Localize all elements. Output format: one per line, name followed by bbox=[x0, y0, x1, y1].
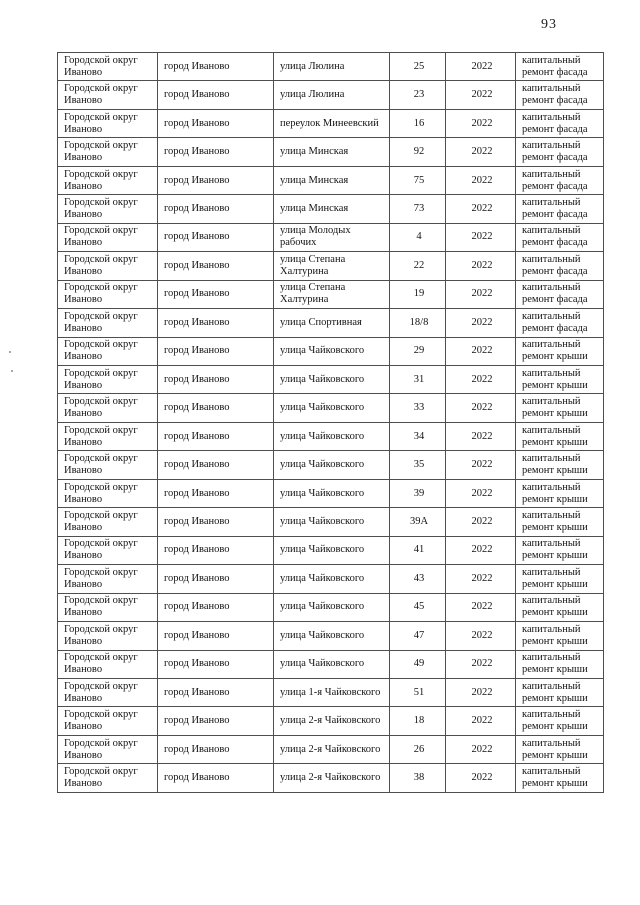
table-row bbox=[58, 81, 604, 109]
city-cell: город Иваново bbox=[158, 508, 274, 536]
year-cell: 2022 bbox=[446, 508, 516, 536]
work-type-cell: капитальный ремонт крыши bbox=[516, 508, 604, 536]
year-cell: 2022 bbox=[446, 451, 516, 479]
street-cell: улица Чайковского bbox=[274, 451, 390, 479]
house-number-cell: 18/8 bbox=[390, 309, 446, 337]
street-cell: улица Чайковского bbox=[274, 536, 390, 564]
district-cell: Городской округ Иваново bbox=[58, 309, 158, 337]
street-cell: улица Молодых рабочих bbox=[274, 223, 390, 251]
table-row bbox=[58, 735, 604, 763]
year-cell: 2022 bbox=[446, 53, 516, 81]
house-number-cell: 29 bbox=[390, 337, 446, 365]
house-number-cell: 73 bbox=[390, 195, 446, 223]
street-cell: улица Чайковского bbox=[274, 650, 390, 678]
table-row bbox=[58, 337, 604, 365]
year-cell: 2022 bbox=[446, 650, 516, 678]
city-cell: город Иваново bbox=[158, 707, 274, 735]
work-type-cell: капитальный ремонт фасада bbox=[516, 53, 604, 81]
work-type-cell: капитальный ремонт крыши bbox=[516, 735, 604, 763]
work-type-cell: капитальный ремонт крыши bbox=[516, 365, 604, 393]
street-cell: улица Люлина bbox=[274, 53, 390, 81]
work-type-cell: капитальный ремонт фасада bbox=[516, 223, 604, 251]
district-cell: Городской округ Иваново bbox=[58, 195, 158, 223]
district-cell: Городской округ Иваново bbox=[58, 707, 158, 735]
table-row bbox=[58, 593, 604, 621]
table-row bbox=[58, 451, 604, 479]
district-cell: Городской округ Иваново bbox=[58, 109, 158, 137]
work-type-cell: капитальный ремонт крыши bbox=[516, 650, 604, 678]
work-type-cell: капитальный ремонт крыши bbox=[516, 536, 604, 564]
street-cell: улица Чайковского bbox=[274, 394, 390, 422]
district-cell: Городской округ Иваново bbox=[58, 394, 158, 422]
street-cell: улица 1-я Чайковского bbox=[274, 678, 390, 706]
year-cell: 2022 bbox=[446, 337, 516, 365]
table-row bbox=[58, 479, 604, 507]
street-cell: улица Чайковского bbox=[274, 622, 390, 650]
city-cell: город Иваново bbox=[158, 81, 274, 109]
table-row bbox=[58, 53, 604, 81]
street-cell: улица Чайковского bbox=[274, 479, 390, 507]
house-number-cell: 35 bbox=[390, 451, 446, 479]
repair-schedule-table bbox=[57, 52, 604, 793]
year-cell: 2022 bbox=[446, 223, 516, 251]
work-type-cell: капитальный ремонт фасада bbox=[516, 109, 604, 137]
house-number-cell: 33 bbox=[390, 394, 446, 422]
table-row bbox=[58, 138, 604, 166]
year-cell: 2022 bbox=[446, 252, 516, 280]
table-row bbox=[58, 166, 604, 194]
street-cell: улица Минская bbox=[274, 195, 390, 223]
year-cell: 2022 bbox=[446, 479, 516, 507]
year-cell: 2022 bbox=[446, 365, 516, 393]
table-row bbox=[58, 280, 604, 308]
work-type-cell: капитальный ремонт крыши bbox=[516, 394, 604, 422]
table-row bbox=[58, 508, 604, 536]
city-cell: город Иваново bbox=[158, 764, 274, 793]
house-number-cell: 39А bbox=[390, 508, 446, 536]
work-type-cell: капитальный ремонт фасада bbox=[516, 166, 604, 194]
year-cell: 2022 bbox=[446, 707, 516, 735]
district-cell: Городской округ Иваново bbox=[58, 536, 158, 564]
work-type-cell: капитальный ремонт крыши bbox=[516, 678, 604, 706]
year-cell: 2022 bbox=[446, 565, 516, 593]
work-type-cell: капитальный ремонт крыши bbox=[516, 337, 604, 365]
city-cell: город Иваново bbox=[158, 365, 274, 393]
district-cell: Городской округ Иваново bbox=[58, 252, 158, 280]
street-cell: улица Степана Халтурина bbox=[274, 252, 390, 280]
house-number-cell: 26 bbox=[390, 735, 446, 763]
street-cell: улица Люлина bbox=[274, 81, 390, 109]
city-cell: город Иваново bbox=[158, 394, 274, 422]
street-cell: улица Чайковского bbox=[274, 593, 390, 621]
table-row bbox=[58, 223, 604, 251]
year-cell: 2022 bbox=[446, 138, 516, 166]
table-row bbox=[58, 365, 604, 393]
street-cell: улица 2-я Чайковского bbox=[274, 764, 390, 793]
city-cell: город Иваново bbox=[158, 53, 274, 81]
work-type-cell: капитальный ремонт крыши bbox=[516, 593, 604, 621]
year-cell: 2022 bbox=[446, 81, 516, 109]
city-cell: город Иваново bbox=[158, 309, 274, 337]
table-row bbox=[58, 109, 604, 137]
house-number-cell: 31 bbox=[390, 365, 446, 393]
district-cell: Городской округ Иваново bbox=[58, 565, 158, 593]
table-row bbox=[58, 422, 604, 450]
table-row bbox=[58, 565, 604, 593]
city-cell: город Иваново bbox=[158, 650, 274, 678]
street-cell: улица Степана Халтурина bbox=[274, 280, 390, 308]
district-cell: Городской округ Иваново bbox=[58, 764, 158, 793]
city-cell: город Иваново bbox=[158, 195, 274, 223]
house-number-cell: 18 bbox=[390, 707, 446, 735]
house-number-cell: 22 bbox=[390, 252, 446, 280]
street-cell: улица Минская bbox=[274, 166, 390, 194]
house-number-cell: 25 bbox=[390, 53, 446, 81]
work-type-cell: капитальный ремонт фасада bbox=[516, 252, 604, 280]
district-cell: Городской округ Иваново bbox=[58, 508, 158, 536]
district-cell: Городской округ Иваново bbox=[58, 593, 158, 621]
work-type-cell: капитальный ремонт крыши bbox=[516, 479, 604, 507]
house-number-cell: 19 bbox=[390, 280, 446, 308]
district-cell: Городской округ Иваново bbox=[58, 622, 158, 650]
city-cell: город Иваново bbox=[158, 536, 274, 564]
street-cell: переулок Минеевский bbox=[274, 109, 390, 137]
year-cell: 2022 bbox=[446, 166, 516, 194]
street-cell: улица Чайковского bbox=[274, 422, 390, 450]
year-cell: 2022 bbox=[446, 280, 516, 308]
work-type-cell: капитальный ремонт фасада bbox=[516, 138, 604, 166]
city-cell: город Иваново bbox=[158, 223, 274, 251]
street-cell: улица Чайковского bbox=[274, 565, 390, 593]
street-cell: улица Чайковского bbox=[274, 337, 390, 365]
house-number-cell: 92 bbox=[390, 138, 446, 166]
street-cell: улица 2-я Чайковского bbox=[274, 707, 390, 735]
table-row bbox=[58, 622, 604, 650]
district-cell: Городской округ Иваново bbox=[58, 81, 158, 109]
table-row bbox=[58, 650, 604, 678]
district-cell: Городской округ Иваново bbox=[58, 138, 158, 166]
page-number: 93 bbox=[541, 17, 557, 32]
year-cell: 2022 bbox=[446, 678, 516, 706]
work-type-cell: капитальный ремонт фасада bbox=[516, 280, 604, 308]
work-type-cell: капитальный ремонт фасада bbox=[516, 309, 604, 337]
house-number-cell: 34 bbox=[390, 422, 446, 450]
house-number-cell: 75 bbox=[390, 166, 446, 194]
year-cell: 2022 bbox=[446, 422, 516, 450]
district-cell: Городской округ Иваново bbox=[58, 451, 158, 479]
city-cell: город Иваново bbox=[158, 678, 274, 706]
district-cell: Городской округ Иваново bbox=[58, 650, 158, 678]
scan-artifact-dot bbox=[11, 370, 13, 372]
year-cell: 2022 bbox=[446, 309, 516, 337]
table-row bbox=[58, 707, 604, 735]
city-cell: город Иваново bbox=[158, 138, 274, 166]
house-number-cell: 23 bbox=[390, 81, 446, 109]
city-cell: город Иваново bbox=[158, 622, 274, 650]
house-number-cell: 45 bbox=[390, 593, 446, 621]
house-number-cell: 51 bbox=[390, 678, 446, 706]
work-type-cell: капитальный ремонт крыши bbox=[516, 707, 604, 735]
district-cell: Городской округ Иваново bbox=[58, 280, 158, 308]
table-body bbox=[58, 53, 604, 793]
district-cell: Городской округ Иваново bbox=[58, 422, 158, 450]
work-type-cell: капитальный ремонт крыши bbox=[516, 764, 604, 793]
city-cell: город Иваново bbox=[158, 337, 274, 365]
house-number-cell: 16 bbox=[390, 109, 446, 137]
year-cell: 2022 bbox=[446, 536, 516, 564]
city-cell: город Иваново bbox=[158, 451, 274, 479]
district-cell: Городской округ Иваново bbox=[58, 223, 158, 251]
city-cell: город Иваново bbox=[158, 593, 274, 621]
house-number-cell: 39 bbox=[390, 479, 446, 507]
table-row bbox=[58, 536, 604, 564]
table-row bbox=[58, 764, 604, 793]
district-cell: Городской округ Иваново bbox=[58, 53, 158, 81]
work-type-cell: капитальный ремонт крыши bbox=[516, 451, 604, 479]
city-cell: город Иваново bbox=[158, 252, 274, 280]
city-cell: город Иваново bbox=[158, 109, 274, 137]
work-type-cell: капитальный ремонт крыши bbox=[516, 565, 604, 593]
year-cell: 2022 bbox=[446, 764, 516, 793]
house-number-cell: 49 bbox=[390, 650, 446, 678]
city-cell: город Иваново bbox=[158, 280, 274, 308]
street-cell: улица Спортивная bbox=[274, 309, 390, 337]
district-cell: Городской округ Иваново bbox=[58, 735, 158, 763]
year-cell: 2022 bbox=[446, 593, 516, 621]
table-row bbox=[58, 309, 604, 337]
street-cell: улица Минская bbox=[274, 138, 390, 166]
district-cell: Городской округ Иваново bbox=[58, 166, 158, 194]
house-number-cell: 43 bbox=[390, 565, 446, 593]
table-row bbox=[58, 394, 604, 422]
work-type-cell: капитальный ремонт фасада bbox=[516, 195, 604, 223]
house-number-cell: 41 bbox=[390, 536, 446, 564]
scan-artifact-dot bbox=[9, 351, 11, 353]
city-cell: город Иваново bbox=[158, 735, 274, 763]
street-cell: улица Чайковского bbox=[274, 365, 390, 393]
city-cell: город Иваново bbox=[158, 565, 274, 593]
year-cell: 2022 bbox=[446, 195, 516, 223]
year-cell: 2022 bbox=[446, 622, 516, 650]
house-number-cell: 47 bbox=[390, 622, 446, 650]
work-type-cell: капитальный ремонт фасада bbox=[516, 81, 604, 109]
table-row bbox=[58, 252, 604, 280]
year-cell: 2022 bbox=[446, 109, 516, 137]
city-cell: город Иваново bbox=[158, 422, 274, 450]
district-cell: Городской округ Иваново bbox=[58, 337, 158, 365]
street-cell: улица 2-я Чайковского bbox=[274, 735, 390, 763]
year-cell: 2022 bbox=[446, 394, 516, 422]
work-type-cell: капитальный ремонт крыши bbox=[516, 622, 604, 650]
street-cell: улица Чайковского bbox=[274, 508, 390, 536]
work-type-cell: капитальный ремонт крыши bbox=[516, 422, 604, 450]
house-number-cell: 38 bbox=[390, 764, 446, 793]
table-row bbox=[58, 195, 604, 223]
year-cell: 2022 bbox=[446, 735, 516, 763]
district-cell: Городской округ Иваново bbox=[58, 479, 158, 507]
table-row bbox=[58, 678, 604, 706]
city-cell: город Иваново bbox=[158, 166, 274, 194]
city-cell: город Иваново bbox=[158, 479, 274, 507]
district-cell: Городской округ Иваново bbox=[58, 678, 158, 706]
district-cell: Городской округ Иваново bbox=[58, 365, 158, 393]
house-number-cell: 4 bbox=[390, 223, 446, 251]
